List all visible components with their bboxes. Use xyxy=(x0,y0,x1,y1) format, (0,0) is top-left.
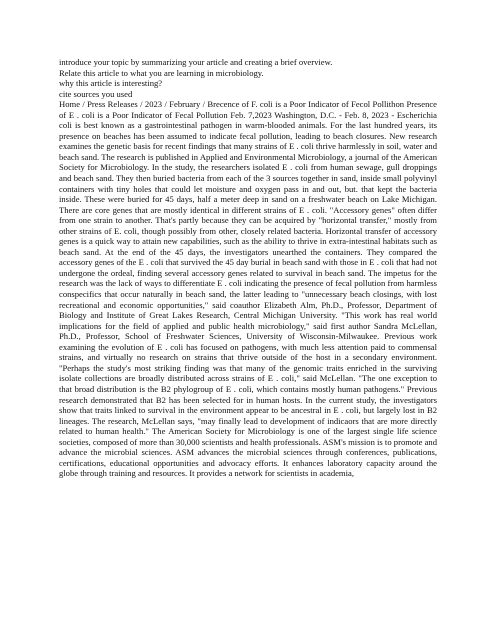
prompt-line-relate: Relate this article to what you are learning in microbiology. xyxy=(59,67,264,78)
article-body: Home / Press Releases / 2023 / February / Brecence of F. coli is a Poor Indicator of Fecol Pollithon Presence of E . coli is a Poor Indicator of Fecal Pollution Feb. 7,2023 Washington, D.C. - Feb. 8, 2023 - Escherichia coli is best known as a gastrointestinal pathogen in warm-blooded animals. For the last hundred years, its presence on beaches has been assumed to indicate fecal pollution, leading to beach closures. New research examines the genetic basis for recent findings that many strains of E . coli thrive harmlessly in soil, water and beach sand. The research is published in Applied and Environmental Microbiology, a journal of the American Society for Microbiology. In the study, the researchers isolated E . coli from human sewage, gull droppings and beach sand. They then buried bacteria from each of the 3 sources together in sand, inside small polyvinyl containers with tiny holes that could let moisture and oxygen pass in and out, but. that kept the bacteria inside. These were buried for 45 days, half a meter deep in sand on a freshwater beach on Lake Michigan. There are core genes that are mostly identical in different strains of E . coli. "Accessory genes" often differ from one strain to another. That's partly because they can be acquired by "horizontal transfer," mostly from other strains of E. coli, though possibly from other, closely related bacteria. Horizontal transfer of accessory genes is a quick way to attain new capabilities, such as the ability to thrive in extra-intestinal habitats such as beach sand. At the end of the 45 days, the investigators unearthed the containers. They compared the accessory genes of the E . coli that survived the 45 day burial in beach sand with those in E . coli that had not undergone the ordeal, finding several accessory genes related to survival in beach sand. The impetus for the research was the lack of ways to differentiate E . coli indicating the presence of fecal pollution from harmless conspecifics that occur naturally in beach sand, the latter leading to "unnecessary beach closings, with lost recreational and economic opportunities," said coauthor Elizabeth Alm, Ph.D., Professor, Department of Biology and Institute of Great Lakes Research, Central Michigan University. "This work has real world implications for the field of applied and public health microbiology," said first author Sandra McLellan, Ph.D., Professor, School of Freshwater Sciences, University of Wisconsin-Milwaukee. Previous work examining the evolution of E . coli has focused on pathogens, with much less attention paid to commensal strains, and virtually no research on strains that thrive outside of the host in a secondary environment. "Perhaps the study's most striking finding was that many of the genomic traits enriched in the surviving isolate collections are broadly distributed across strains of E . coli," said McLellan. "The one exception to that broad distribution is the B2 phylogroup of E . coli, which contains mostly human pathogens." Previous research demonstrated that B2 has been selected for in human hosts. In the current study, the investigators show that traits linked to survival in the environment appear to be ancestral in E . coli, but largely lost in B2 lineages. The research, McLellan says, "may finally lead to development of indicaors that are more directly related to human health." The American Society for Microbiology is one of the largest single life science societies, composed of more than 30,000 scientists and health professionals. ASM's mission is to promote and advance the microbial sciences. ASM advances the microbial sciences through conferences, publications, certifications, educational opportunities and advocacy efforts. It enhances laboratory capacity around the globe through training and resources. It provides a network for scientists in academia, xyxy=(59,99,437,479)
prompt-line-cite: cite sources you used xyxy=(59,88,133,99)
document-page xyxy=(59,57,437,479)
prompt-line-summary: introduce your topic by summarizing your article and creating a brief overview. xyxy=(59,57,333,67)
prompt-line-interesting: why this article is interesting? xyxy=(59,78,163,89)
